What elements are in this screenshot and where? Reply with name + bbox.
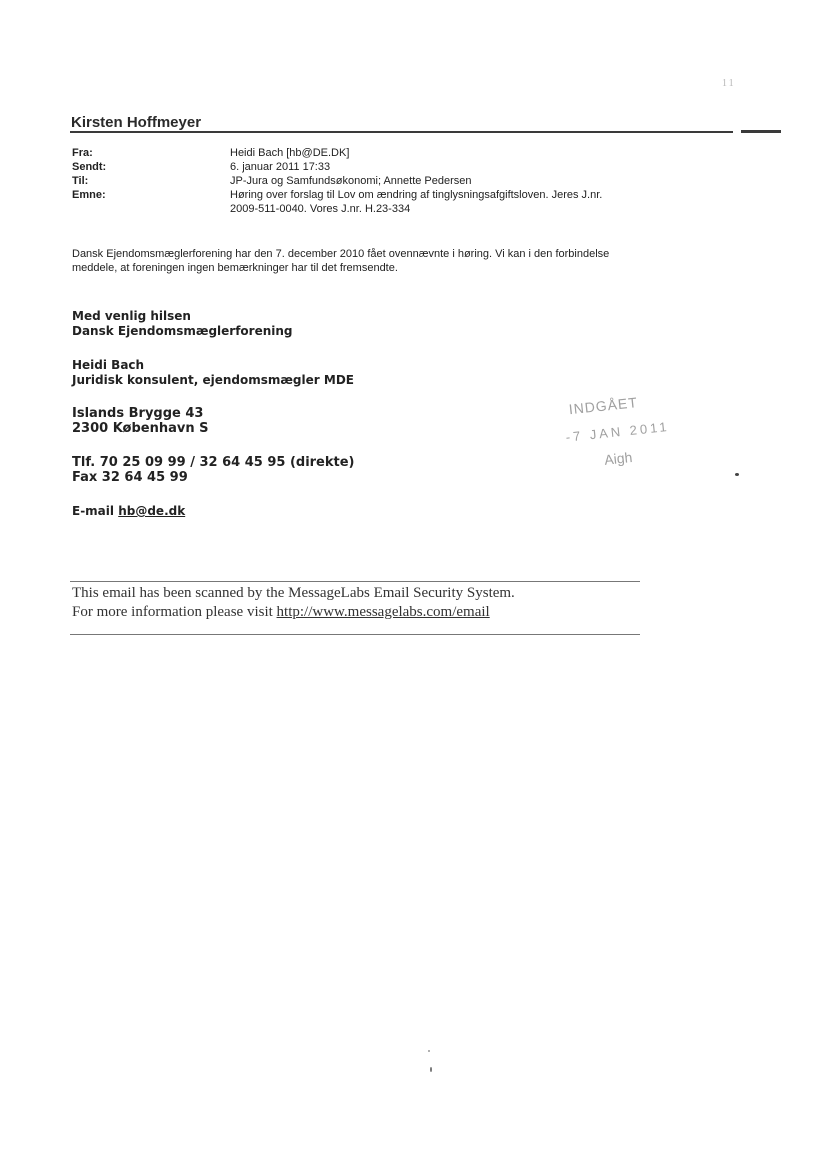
header-rule xyxy=(70,131,733,133)
stamp-line-1: INDGÅET xyxy=(567,394,639,418)
signature-phone: Tlf. 70 25 09 99 / 32 64 45 95 (direkte) xyxy=(72,455,355,470)
sent-label: Sendt: xyxy=(72,161,107,173)
from-value: Heidi Bach [hb@DE.DK] xyxy=(230,147,350,159)
footer-scan-notice: This email has been scanned by the MessageLabs Email Security System. xyxy=(72,585,515,601)
footer-rule-top xyxy=(70,581,640,582)
email-link[interactable]: hb@de.dk xyxy=(118,504,186,518)
subject-line-1: Høring over forslag til Lov om ændring af tinglysningsafgiftsloven. Jeres J.nr. xyxy=(230,189,603,201)
page-number: 11 xyxy=(722,78,736,89)
signature-name: Heidi Bach xyxy=(72,358,145,372)
received-stamp xyxy=(562,386,681,487)
signature-greeting: Med venlig hilsen xyxy=(72,309,191,323)
scan-speck xyxy=(428,1050,430,1052)
sender-name-header: Kirsten Hoffmeyer xyxy=(71,114,202,131)
signature-address-2: 2300 København S xyxy=(72,421,209,436)
signature-title: Juridisk konsulent, ejendomsmægler MDE xyxy=(72,373,354,387)
footer-link[interactable]: http://www.messagelabs.com/email xyxy=(276,604,490,620)
stamp-line-3: Aigh xyxy=(603,448,634,468)
signature-fax: Fax 32 64 45 99 xyxy=(72,470,188,485)
signature-organization: Dansk Ejendomsmæglerforening xyxy=(72,324,293,338)
to-value: JP-Jura og Samfundsøkonomi; Annette Pedersen xyxy=(230,175,472,187)
signature-email-line xyxy=(72,504,185,519)
signature-address-1: Islands Brygge 43 xyxy=(72,406,204,421)
footer-info-line xyxy=(72,604,490,621)
sent-value: 6. januar 2011 17:33 xyxy=(230,161,331,173)
email-body xyxy=(72,247,752,275)
footer-rule-bottom xyxy=(70,634,640,635)
subject-label: Emne: xyxy=(72,189,106,201)
body-line-2: meddele, at foreningen ingen bemærkninger har til det fremsendte. xyxy=(72,262,398,274)
scan-speck xyxy=(430,1067,432,1072)
footer-info-prefix: For more information please visit xyxy=(72,604,273,620)
from-label: Fra: xyxy=(72,147,93,159)
header-rule-tail xyxy=(741,130,781,133)
subject-line-2: 2009-511-0040. Vores J.nr. H.23-334 xyxy=(230,203,411,215)
scan-speck xyxy=(735,473,739,476)
email-label: E-mail xyxy=(72,504,115,518)
to-label: Til: xyxy=(72,175,89,187)
body-line-1: Dansk Ejendomsmæglerforening har den 7. december 2010 fået ovennævnte i høring. Vi kan i den forbindelse xyxy=(72,248,610,260)
stamp-line-2: -7 JAN 2011 xyxy=(564,418,671,445)
